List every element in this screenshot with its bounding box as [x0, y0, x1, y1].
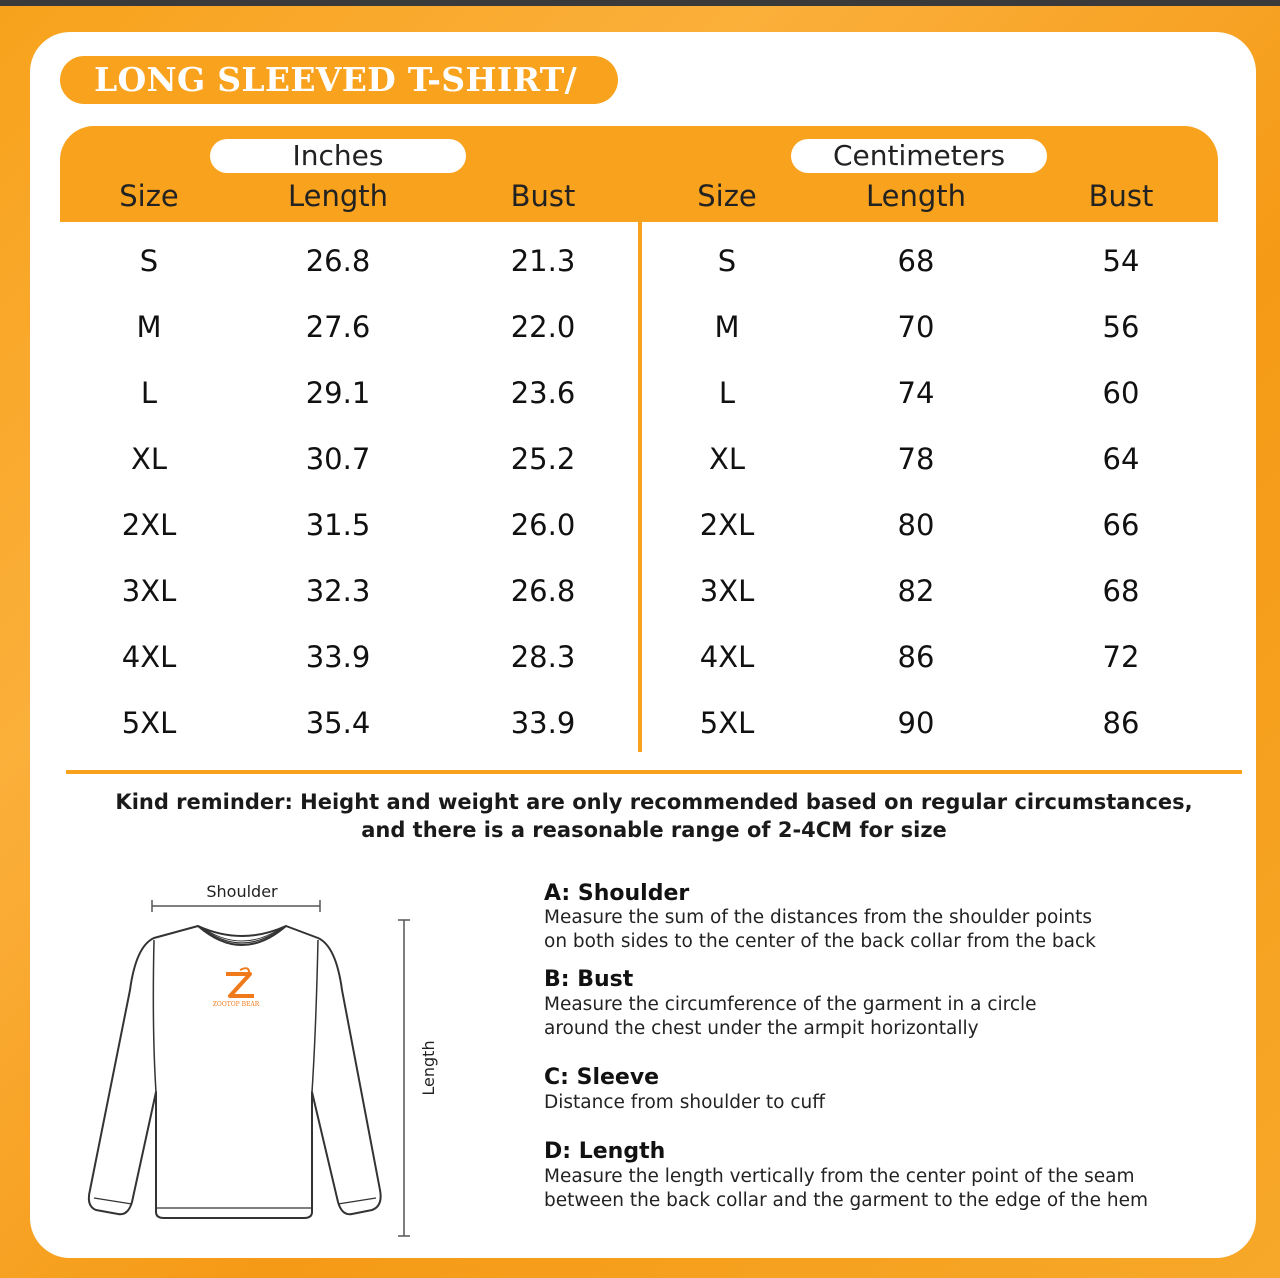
inches-length-header: Length — [287, 179, 389, 213]
inches-length-cell: 30.7 — [305, 442, 371, 476]
cm-bust-cell: 60 — [1102, 376, 1140, 410]
cm-length-cell: 80 — [897, 508, 935, 542]
cm-length-cell: 68 — [897, 244, 935, 278]
cm-length-cell: 82 — [897, 574, 935, 608]
cm-size-cell: 5XL — [699, 706, 755, 740]
measure-bust-line-2: around the chest under the armpit horizontally — [544, 1018, 979, 1039]
cm-size-cell: 3XL — [699, 574, 755, 608]
inches-bust-cell: 22.0 — [510, 310, 576, 344]
cm-bust-cell: 56 — [1102, 310, 1140, 344]
measure-shoulder-line-1: Measure the sum of the distances from the shoulder points — [544, 907, 1093, 928]
inches-bust-cell: 26.8 — [510, 574, 576, 608]
inches-bust-cell: 28.3 — [510, 640, 576, 674]
cm-bust-cell: 64 — [1102, 442, 1140, 476]
cm-bust-cell: 68 — [1102, 574, 1140, 608]
inches-bust-cell: 25.2 — [510, 442, 576, 476]
inches-length-cell: 31.5 — [305, 508, 371, 542]
measure-shoulder-line-2: on both sides to the center of the back collar from the back — [544, 931, 1096, 952]
reminder-line-2: and there is a reasonable range of 2-4CM for size — [361, 818, 947, 842]
long-sleeve-shirt-icon — [80, 880, 440, 1250]
inches-unit-label: Inches — [210, 139, 466, 173]
cm-length-cell: 74 — [897, 376, 935, 410]
top-bar — [0, 0, 1280, 6]
cm-bust-cell: 66 — [1102, 508, 1140, 542]
cm-length-cell: 70 — [897, 310, 935, 344]
cm-size-cell: 4XL — [699, 640, 755, 674]
page-title: LONG SLEEVED T-SHIRT/ — [60, 56, 618, 104]
inches-length-cell: 26.8 — [305, 244, 371, 278]
inches-length-cell: 29.1 — [305, 376, 371, 410]
cm-size-header: Size — [697, 179, 757, 213]
inches-bust-cell: 23.6 — [510, 376, 576, 410]
cm-size-cell: M — [714, 310, 740, 344]
cm-bust-cell: 72 — [1102, 640, 1140, 674]
measure-bust-title: B: Bust — [544, 967, 634, 992]
cm-bust-header: Bust — [1088, 179, 1154, 213]
measure-bust-line-1: Measure the circumference of the garment in a circle — [544, 994, 1037, 1015]
shirt-diagram — [80, 880, 440, 1250]
inches-bust-cell: 33.9 — [510, 706, 576, 740]
inches-size-cell: S — [139, 244, 159, 278]
measure-length-line-1: Measure the length vertically from the center point of the seam — [544, 1166, 1135, 1187]
measure-length-line-2: between the back collar and the garment to the edge of the hem — [544, 1190, 1149, 1211]
reminder-line-1: Kind reminder: Height and weight are only recommended based on regular circumstances, — [115, 790, 1193, 814]
measure-sleeve-title: C: Sleeve — [544, 1065, 660, 1090]
cm-length-cell: 86 — [897, 640, 935, 674]
inches-size-cell: 4XL — [121, 640, 177, 674]
measure-bust-text — [544, 993, 1234, 1041]
inches-size-cell: L — [140, 376, 158, 410]
inches-bust-cell: 21.3 — [510, 244, 576, 278]
measure-shoulder-text — [544, 906, 1234, 954]
cm-bust-cell: 86 — [1102, 706, 1140, 740]
inches-bust-header: Bust — [510, 179, 576, 213]
shoulder-label: Shoulder — [206, 882, 278, 901]
cm-length-cell: 90 — [897, 706, 935, 740]
logo-text: ZOOTOP BEAR — [212, 1001, 260, 1008]
inches-size-cell: XL — [130, 442, 168, 476]
inches-size-cell: M — [136, 310, 162, 344]
length-label: Length — [419, 1040, 438, 1096]
measure-sleeve-text: Distance from shoulder to cuff — [544, 1092, 825, 1113]
inches-size-cell: 5XL — [121, 706, 177, 740]
inches-length-cell: 35.4 — [305, 706, 371, 740]
inches-length-cell: 32.3 — [305, 574, 371, 608]
cm-size-cell: S — [717, 244, 737, 278]
measure-shoulder-title: A: Shoulder — [544, 881, 690, 906]
measure-length-text — [544, 1165, 1234, 1213]
cm-size-cell: 2XL — [699, 508, 755, 542]
inches-length-cell: 27.6 — [305, 310, 371, 344]
kind-reminder — [66, 788, 1242, 844]
inches-size-header: Size — [119, 179, 179, 213]
cm-size-cell: XL — [708, 442, 746, 476]
measure-length-title: D: Length — [544, 1139, 666, 1164]
cm-length-cell: 78 — [897, 442, 935, 476]
inches-length-cell: 33.9 — [305, 640, 371, 674]
inches-size-cell: 2XL — [121, 508, 177, 542]
section-divider — [66, 770, 1242, 774]
cm-size-cell: L — [718, 376, 736, 410]
inches-size-cell: 3XL — [121, 574, 177, 608]
inches-bust-cell: 26.0 — [510, 508, 576, 542]
centimeters-unit-label: Centimeters — [791, 139, 1047, 173]
cm-bust-cell: 54 — [1102, 244, 1140, 278]
cm-length-header: Length — [865, 179, 967, 213]
